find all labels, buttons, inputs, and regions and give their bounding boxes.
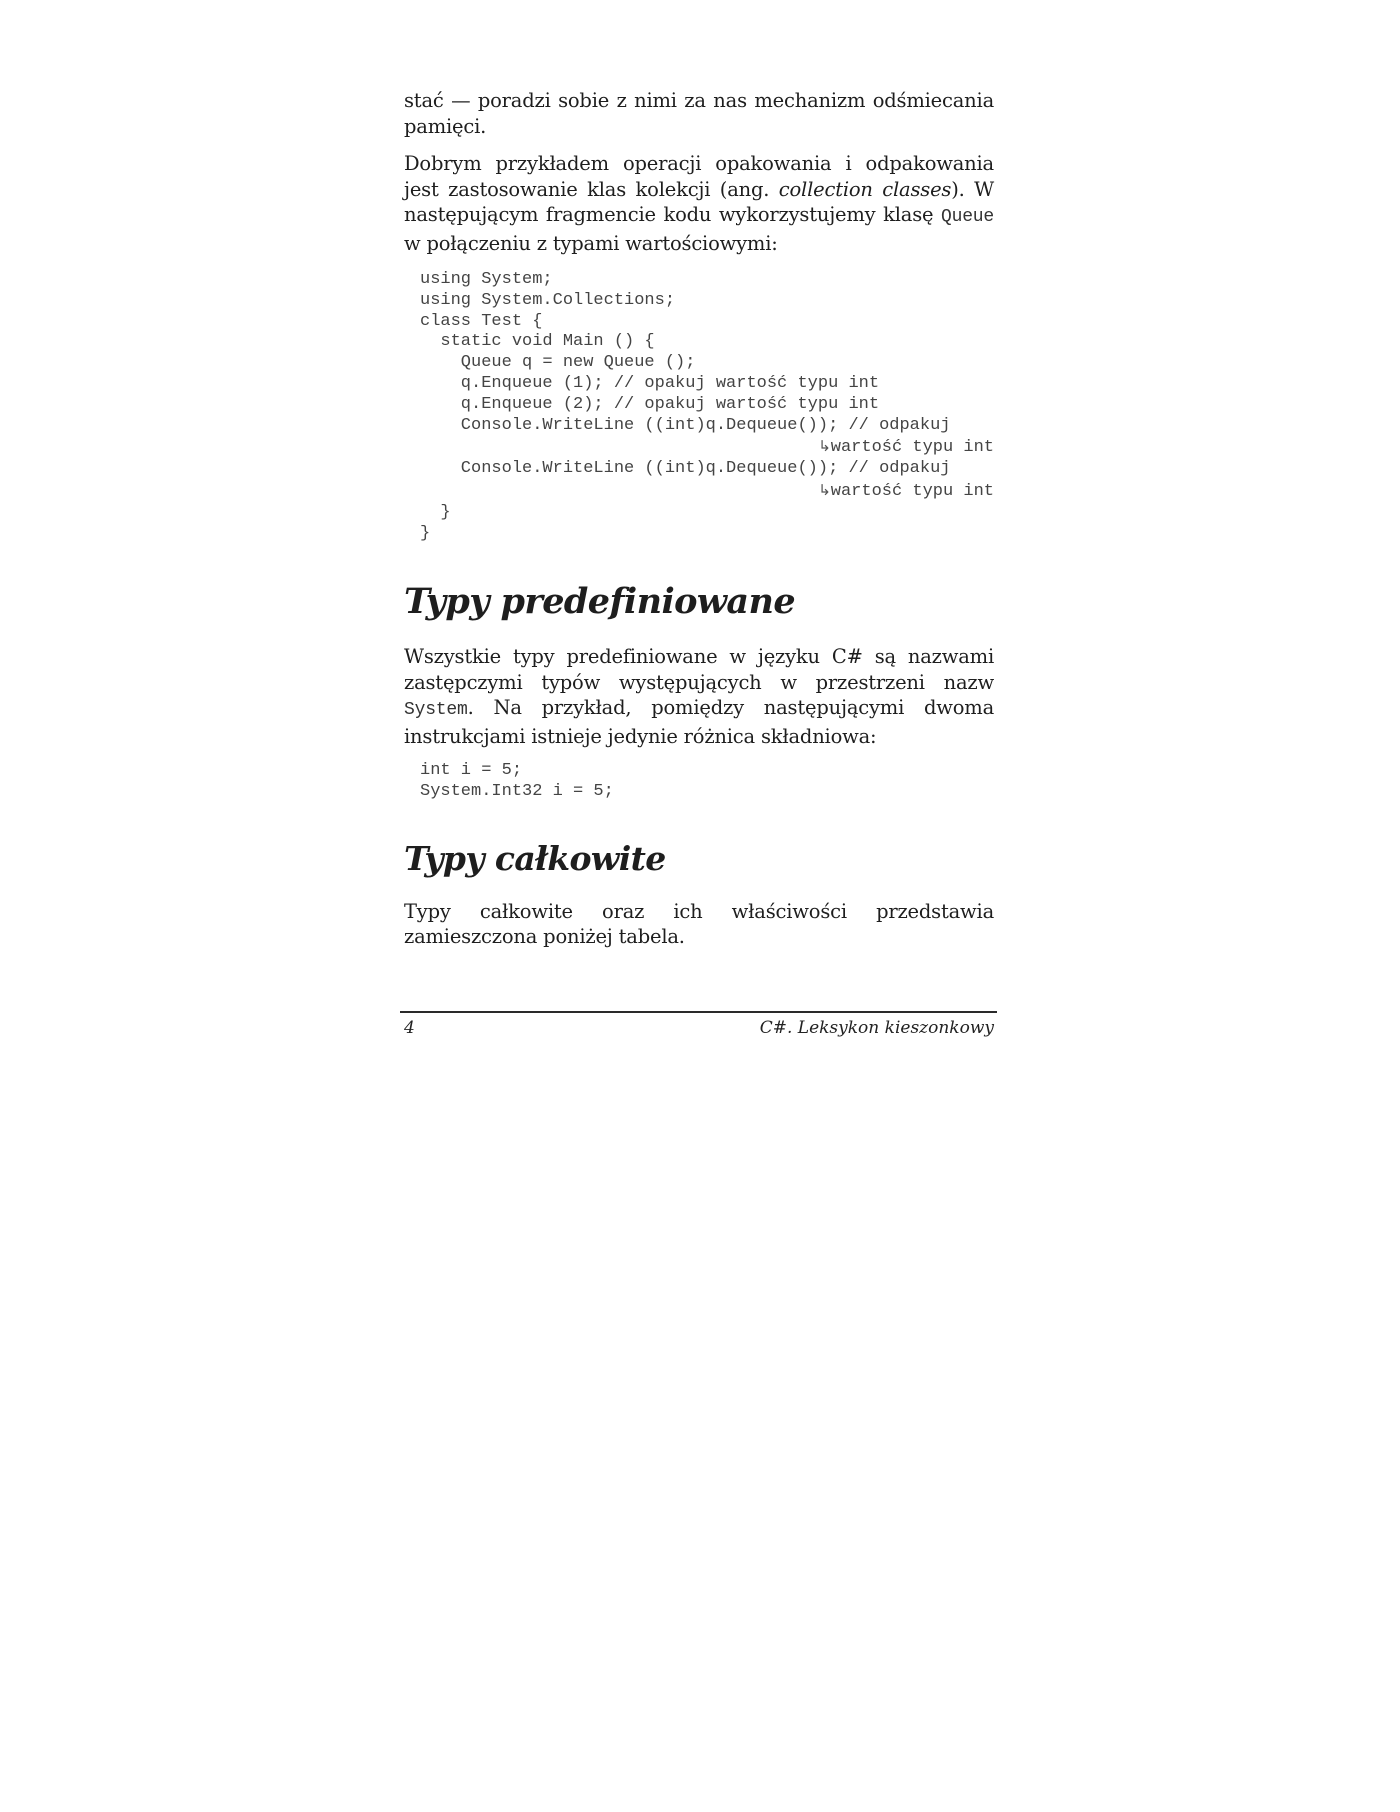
code-continuation-text: wartość typu int [830, 481, 994, 501]
paragraph-gc: stać — poradzi sobie z nimi za nas mechanizm odśmiecania pamięci. [404, 89, 994, 138]
code-line: Queue q = new Queue (); [420, 353, 696, 373]
page-number: 4 [404, 1018, 415, 1038]
code-block-queue [420, 270, 994, 544]
paragraph-integer-types: Typy całkowite oraz ich właściwości przedstawia zamieszczona poniżej tabela. [404, 899, 994, 949]
text-run: Dobrym przykładem operacji opakowania i odpakowania jest zastosowanie klas kolekcji (ang. [404, 152, 994, 201]
code-line: } [420, 502, 451, 522]
code-continuation-line [420, 480, 994, 503]
paragraph-predefined-types [404, 644, 994, 749]
code-line: q.Enqueue (1); // opakuj wartość typu int [420, 373, 880, 393]
code-line: } [420, 523, 431, 543]
text-run: w połączeniu z typami wartościowymi: [404, 231, 778, 255]
code-line: static void Main () { [420, 332, 655, 352]
code-line: class Test { [420, 311, 543, 331]
code-line: int i = 5; [420, 761, 523, 781]
code-line: System.Int32 i = 5; [420, 782, 614, 802]
paragraph-boxing-collections [404, 151, 994, 256]
code-line: Console.WriteLine ((int)q.Dequeue()); // odpakuj [420, 415, 951, 435]
italic-term: collection classes [778, 177, 952, 201]
code-continuation-line [420, 436, 994, 459]
text-run: ). W następującym fragmencie kodu wykorzystujemy klasę [404, 177, 994, 226]
footer-divider [400, 1011, 997, 1013]
section-heading-integer-types: Typy całkowite [404, 838, 666, 878]
code-line: using System.Collections; [420, 290, 676, 310]
inline-code-system: System [404, 700, 468, 721]
code-line: using System; [420, 270, 553, 289]
line-continuation-arrow-icon: ↳ [818, 437, 831, 456]
text-run: . Na przykład, pomiędzy następującymi dwoma instrukcjami istnieje jedynie różnica składniowa: [404, 696, 994, 748]
code-line: q.Enqueue (2); // opakuj wartość typu int [420, 394, 880, 414]
page-body [404, 88, 994, 950]
section-heading-predefined-types: Typy predefiniowane [404, 581, 796, 623]
line-continuation-arrow-icon: ↳ [818, 480, 831, 499]
code-line: Console.WriteLine ((int)q.Dequeue()); // odpakuj [420, 459, 951, 479]
inline-code-queue: Queue [940, 207, 994, 227]
code-continuation-text: wartość typu int [830, 438, 994, 458]
running-footer-title: C#. Leksykon kieszonkowy [759, 1018, 994, 1038]
text-run: Wszystkie typy predefiniowane w języku C# są nazwami zastępczymi typów występujących w przestrzeni nazw [404, 645, 994, 694]
code-block-int [420, 761, 994, 803]
